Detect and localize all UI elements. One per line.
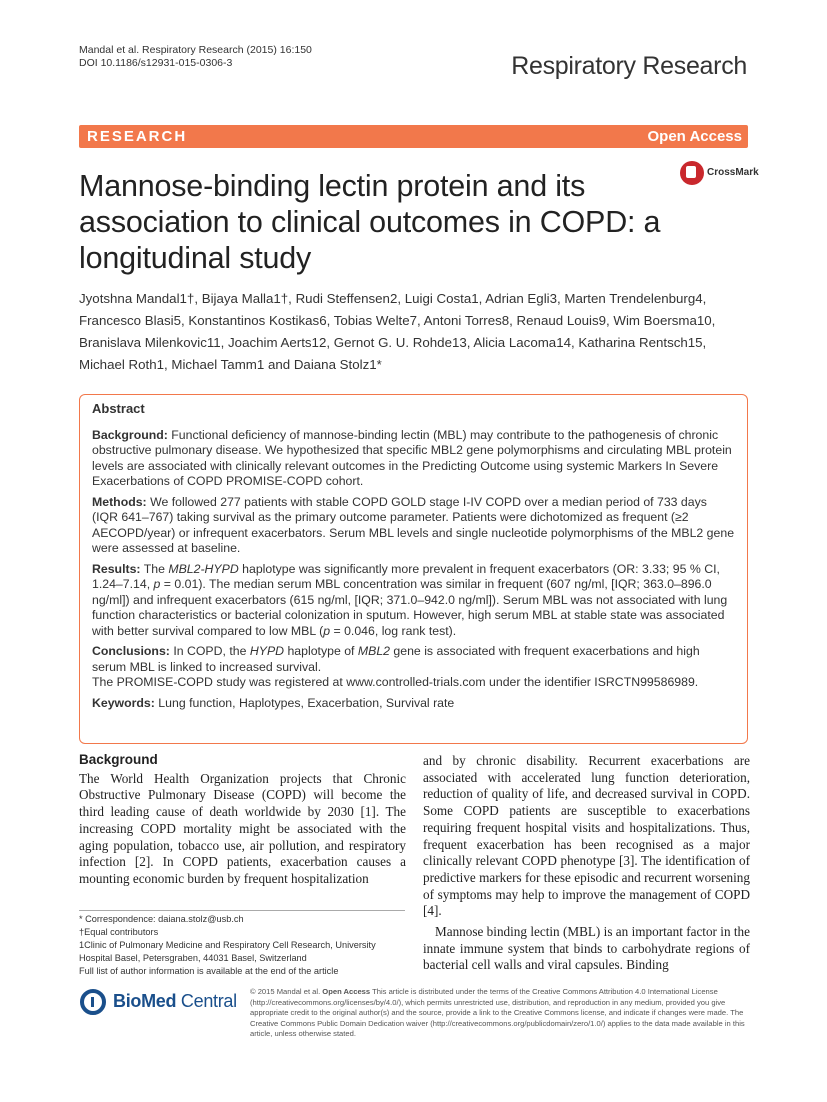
article-type-banner xyxy=(79,125,748,148)
affiliation-note: Hospital Basel, Petersgraben, 44031 Basel, Switzerland xyxy=(79,953,307,963)
conclusions-gene: MBL2 xyxy=(357,644,390,658)
license-copyright: © 2015 Mandal et al. xyxy=(250,987,323,996)
footnotes xyxy=(79,913,409,978)
results-p: p xyxy=(323,623,331,638)
conclusions-label: Conclusions: xyxy=(92,644,170,658)
abstract-background xyxy=(92,428,735,490)
citation-header xyxy=(79,44,312,70)
background-text: Functional deficiency of mannose-binding lectin (MBL) may contribute to the pathogenesis of chronic obstructive pulmonary disease. We hypothesized that specific MBL2 gene polymorphisms and circulating MBL protein levels are associated with clinically relevant outcomes in the Predicting Outcome using systemic Markers In Severe Exacerbations of COPD PROMISE-COPD cohort. xyxy=(92,427,732,488)
open-access-label: Open Access xyxy=(647,128,742,145)
author-list: Jyotshna Mandal1†, Bijaya Malla1†, Rudi Steffensen2, Luigi Costa1, Adrian Egli3, Marten Trendelenburg4, Francesco Blasi5, Konstantinos Kostikas6, Tobias Welte7, Antoni Torres8, Renaud Louis9, Wim Boersma10, Branislava Milenkovic11, Joachim Aerts12, Gernot G. U. Rohde13, Alicia Lacoma14, Katharina Rentsch15, Michael Roth1, Michael Tamm1 and Daiana Stolz1* xyxy=(79,291,716,372)
biomed-central-icon xyxy=(80,989,106,1015)
publisher-name: BioMed Central xyxy=(113,991,237,1011)
methods-text: We followed 277 patients with stable COPD GOLD stage I-IV COPD over a median period of 733 days (IQR 641–767) taking survival as the primary outcome parameter. Patients were dichotomized as frequent (≥2 AECOPD/year) or infrequent exacerbators. Serum MBL levels and single nucleotide polymorphisms of the MBL2 gene were assessed at baseline. xyxy=(92,494,735,555)
keywords-label: Keywords: xyxy=(92,695,155,710)
equal-contributors-note: †Equal contributors xyxy=(79,927,159,937)
abstract-box xyxy=(79,394,748,744)
license-open-access: Open Access xyxy=(322,987,371,996)
author-info-note: Full list of author information is available at the end of the article xyxy=(79,966,339,976)
abstract-heading: Abstract xyxy=(92,401,145,416)
body-right-column xyxy=(423,753,750,974)
license-text: This article is distributed under the terms of the Creative Commons Attribution 4.0 International License (http://creativecommons.org/licenses/by/4.0/), which permits unrestricted use, distribution, and reproduction in any medium, provided you give appropriate credit to the original author(s) and the source, provide a link to the Creative Commons license, and indicate if changes were made. The Creative Commons Public Domain Dedication waiver (http://creativecommons.org/publicdomain/zero/1.0/) applies to the data made available in this article, unless otherwise stated. xyxy=(250,987,745,1039)
results-p: p xyxy=(153,577,161,591)
background-label: Background: xyxy=(92,427,168,442)
keywords-text: Lung function, Haplotypes, Exacerbation, Survival rate xyxy=(158,695,455,710)
conclusions-text: In COPD, the xyxy=(173,644,250,658)
article-type-label: RESEARCH xyxy=(87,128,188,145)
doi-line: DOI 10.1186/s12931-015-0306-3 xyxy=(79,57,233,69)
conclusions-haplotype: HYPD xyxy=(249,644,285,658)
footnote-divider xyxy=(79,910,405,911)
results-text: = 0.046, log rank test). xyxy=(330,623,457,638)
results-label: Results: xyxy=(92,561,141,576)
results-haplotype: MBL2-HYPD xyxy=(168,561,239,576)
affiliation-note: 1Clinic of Pulmonary Medicine and Respiratory Cell Research, University xyxy=(79,940,376,950)
body-paragraph: The World Health Organization projects that Chronic Obstructive Pulmonary Disease (COPD) will become the third leading cause of death worldwide by 2030 [1]. The increasing COPD mortality might be associated with the aging population, tobacco use, air pollution, and respiratory infection [2]. In COPD patients, exacerbation causes a mounting economic burden by frequent hospitalization xyxy=(79,770,406,886)
results-text: haplotype was significantly more prevalent in frequent exacerbators (OR: 3.33; 95 % CI, 1.24–7.14, xyxy=(92,561,720,591)
methods-label: Methods: xyxy=(92,494,147,509)
body-left-column xyxy=(79,752,406,888)
conclusions-text: gene is associated with frequent exacerbations and high serum MBL is linked to increased survival. xyxy=(92,644,700,674)
crossmark-badge[interactable] xyxy=(680,161,759,187)
abstract-results xyxy=(92,562,735,640)
biomed-central-logo xyxy=(80,987,240,1019)
license-statement xyxy=(250,987,750,1040)
results-text: The xyxy=(143,561,169,576)
citation-line: Mandal et al. Respiratory Research (2015) 16:150 xyxy=(79,44,312,56)
journal-name: Respiratory Research xyxy=(511,52,747,80)
body-paragraph: Mannose binding lectin (MBL) is an important factor in the innate immune system that binds to carbohydrate regions of bacterial cell walls and viral capsules. Binding xyxy=(423,924,750,973)
trial-registration: The PROMISE-COPD study was registered at www.controlled-trials.com under the identifier ISRCTN99586989. xyxy=(92,675,699,689)
results-text: = 0.01). The median serum MBL concentration was similar in frequent (607 ng/ml, [IQR; 363.0–896.0 ng/ml]) and infrequent exacerbators (615 ng/ml, [IQR; 371.0–942.0 ng/ml]). Serum MBL was not associated with lung function characteristics or bacterial colonization in sputum. However, high serum MBL at stable state was associated with better survival compared to low MBL ( xyxy=(92,577,728,638)
body-paragraph: and by chronic disability. Recurrent exacerbations are associated with accelerated lung function deterioration, reduction of quality of life, and decreased survival in COPD. Some COPD patients are susceptible to exacerbations requiring frequent hospital visits and hospitalizations. Thus, frequent exacerbation has been recognised as a major clinically relevant COPD phenotype [3]. The identification of predictive markers for these episodic and recurrent worsening of symptoms may help to improve the management of COPD [4]. xyxy=(423,753,750,919)
crossmark-label: CrossMark xyxy=(707,167,759,178)
crossmark-icon xyxy=(680,161,704,185)
conclusions-text: haplotype of xyxy=(284,644,358,658)
abstract-methods xyxy=(92,495,735,557)
article-title: Mannose-binding lectin protein and its association to clinical outcomes in COPD: a longitudinal study xyxy=(79,169,661,275)
abstract-conclusions xyxy=(92,644,735,691)
abstract-keywords xyxy=(92,696,735,712)
correspondence-note: * Correspondence: daiana.stolz@usb.ch xyxy=(79,914,244,924)
section-heading: Background xyxy=(79,752,158,767)
